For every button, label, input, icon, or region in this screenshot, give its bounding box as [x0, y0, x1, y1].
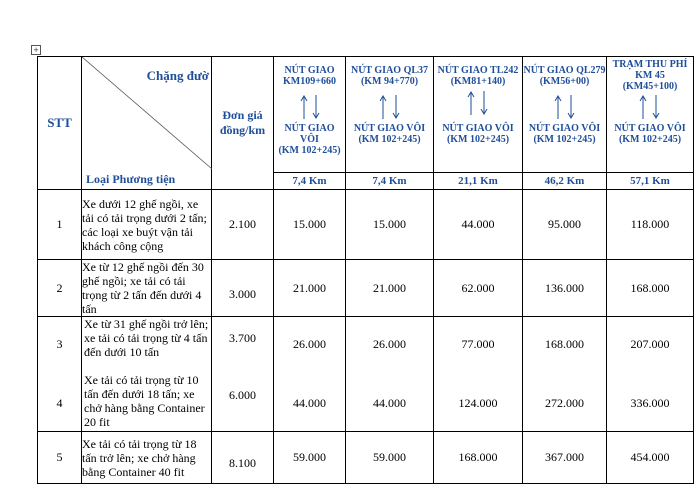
fee-cell: 454.000	[607, 432, 694, 484]
segment-from-km: KM109+660	[283, 76, 336, 87]
fee-cell: 26.000	[373, 337, 406, 351]
segment-to: NÚT GIAO VÔI	[614, 123, 686, 134]
unit-price: 3.000	[212, 260, 274, 317]
segment-to-km: (KM 102+245)	[278, 145, 341, 156]
segment-distance: 7,4 Km	[274, 173, 346, 190]
fee-cell: 207.000	[630, 337, 670, 351]
vehicle-description: Xe tải có tải trọng từ 10 tấn đến dưới 18 tấn; xe chở hàng bằng Container 20 fit	[84, 373, 205, 429]
fee-cell: 26.000	[293, 337, 326, 351]
vehicle-description: Xe từ 31 ghế ngồi trở lên; xe tải có tải trọng từ 4 tấn đến dưới 10 tấn	[84, 317, 209, 359]
segment-to-km: (KM 102+245)	[446, 134, 510, 145]
fee-cell: 44.000	[434, 190, 523, 260]
table-row-merged	[38, 317, 694, 432]
unit-price: 3.700	[229, 331, 256, 345]
unit-price: 8.100	[212, 432, 274, 484]
segment-distance: 57,1 Km	[607, 173, 694, 190]
up-down-arrows-icon	[523, 93, 606, 121]
segment-distance: 46,2 Km	[523, 173, 607, 190]
segment-header-2	[346, 57, 434, 173]
segment-from: NÚT GIAO	[284, 65, 335, 76]
segment-to: NÚT GIAO VÔI	[284, 123, 335, 145]
vehicle-description: Xe dưới 12 ghế ngồi, xe tải có tải trọng dưới 2 tấn; các loại xe buýt vận tải khách công cộng	[82, 190, 212, 260]
fee-cell: 168.000	[607, 260, 694, 317]
vehicle-type-label: Loại Phương tiện	[86, 172, 176, 186]
segment-to: NÚT GIAO VÔI	[528, 123, 601, 134]
segment-from: NÚT GIAO QL37	[350, 65, 429, 76]
segment-header-5	[607, 57, 694, 173]
segment-header-1	[274, 57, 346, 173]
row-number: 1	[38, 190, 82, 260]
segment-to-km: (KM 102+245)	[533, 134, 596, 145]
segment-header-4	[523, 57, 607, 173]
fee-cell: 44.000	[373, 396, 406, 410]
vehicle-description-pair	[82, 317, 212, 432]
route-vehicle-header	[82, 57, 212, 190]
header-row	[38, 57, 694, 173]
segment-header-3	[434, 57, 523, 173]
segment-to-km: (KM 102+245)	[618, 134, 682, 145]
segment-from-km: (KM 94+770)	[360, 76, 419, 87]
fee-cell: 124.000	[458, 396, 498, 410]
row-number: 4	[56, 396, 63, 410]
vehicle-description: Xe từ 12 ghế ngồi đến 30 ghế ngồi; xe tải có tải trọng từ 2 tấn đến dưới 4 tấn	[82, 260, 212, 317]
row-number: 2	[38, 260, 82, 317]
up-down-arrows-icon	[607, 93, 693, 121]
segment-to: NÚT GIAO VÔI	[353, 123, 426, 134]
segment-to-km: (KM 102+245)	[358, 134, 421, 145]
row-number: 5	[38, 432, 82, 484]
up-down-arrows-icon	[274, 93, 345, 121]
up-down-arrows-icon	[434, 89, 522, 117]
row-number-pair	[38, 317, 82, 432]
fee-cell: 62.000	[434, 260, 523, 317]
segment-from-km: KM 45 (KM45+100)	[622, 70, 678, 92]
fee-pair	[274, 317, 346, 432]
segment-from: NÚT GIAO QL279	[523, 65, 606, 76]
segment-from: NÚT GIAO TL242	[437, 65, 519, 76]
unit-price-pair	[212, 317, 274, 432]
fee-cell: 168.000	[545, 337, 584, 351]
fee-cell: 59.000	[346, 432, 434, 484]
segment-distance: 7,4 Km	[346, 173, 434, 190]
unit-price: 6.000	[229, 388, 256, 402]
segment-from-km: (KM81+140)	[450, 76, 506, 87]
fee-pair	[346, 317, 434, 432]
segment-from-km: (KM56+00)	[539, 76, 590, 87]
table-row	[38, 260, 694, 317]
up-down-arrows-icon	[346, 93, 433, 121]
fee-cell: 168.000	[434, 432, 523, 484]
segment-distance: 21,1 Km	[434, 173, 523, 190]
segment-from: TRẠM THU PHÍ	[612, 59, 688, 70]
table-move-handle-icon[interactable]: +	[31, 45, 41, 55]
fee-cell: 118.000	[607, 190, 694, 260]
unit-price-header: Đơn giá đồng/km	[212, 57, 274, 190]
fee-cell: 336.000	[630, 396, 670, 410]
fee-cell: 15.000	[274, 190, 346, 260]
table-row	[38, 190, 694, 260]
segment-to: NÚT GIAO VÔI	[442, 123, 514, 134]
row-number: 3	[56, 337, 63, 351]
fee-cell: 59.000	[274, 432, 346, 484]
fee-cell: 272.000	[545, 396, 584, 410]
fee-cell: 15.000	[346, 190, 434, 260]
fee-cell: 367.000	[523, 432, 607, 484]
fee-cell: 136.000	[523, 260, 607, 317]
stt-header: STT	[38, 57, 82, 190]
fee-cell: 77.000	[461, 337, 495, 351]
table-row	[38, 432, 694, 484]
toll-fee-table	[37, 56, 694, 484]
fee-pair	[607, 317, 694, 432]
fee-pair	[434, 317, 523, 432]
fee-cell: 21.000	[274, 260, 346, 317]
fee-cell: 44.000	[293, 396, 326, 410]
route-label: Chặng đườ	[146, 68, 209, 83]
fee-pair	[523, 317, 607, 432]
unit-price: 2.100	[212, 190, 274, 260]
fee-cell: 21.000	[346, 260, 434, 317]
fee-cell: 95.000	[523, 190, 607, 260]
vehicle-description: Xe tải có tải trọng từ 18 tấn trở lên; xe chở hàng bằng Container 40 fit	[82, 432, 212, 484]
